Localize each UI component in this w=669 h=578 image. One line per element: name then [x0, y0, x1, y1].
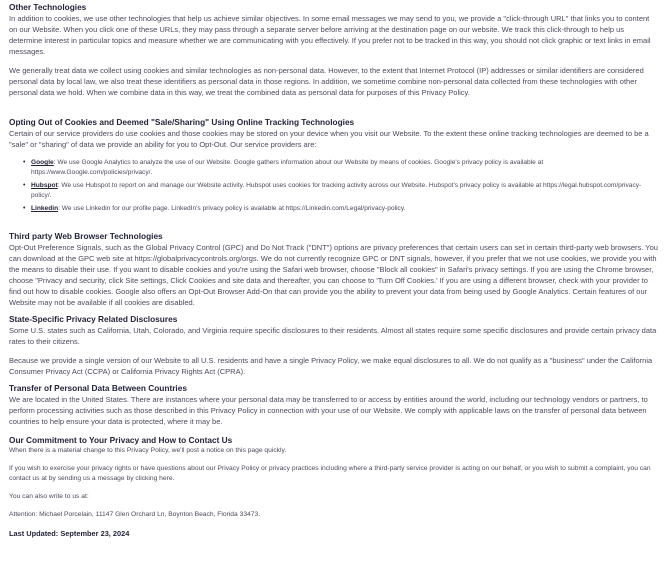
paragraph-opt-out-intro: Certain of our service providers do use cookies and those cookies may be stored on your device when you visit our Website. To the extent these online tracking technologies are deemed to be a "sale" or "sharing" of data we provide an ability for you to Opt-Out. Our service providers are: [9, 129, 649, 149]
paragraph-state-disclosures: Some U.S. states such as California, Utah, Colorado, and Virginia require specific disclosures to their residents. Almost all states require some specific disclosures and provide certain privacy data rates to their citizens. [9, 326, 657, 346]
paragraph-non-personal-data: We generally treat data we collect using cookies and similar technologies as non-personal data. However, to the extent that Internet Protocol (IP) addresses or similar identifiers are considered personal data by local law, we also treat these identifiers as personal data in those regions. In addition, we sometime combine non-personal data collected from these technologies with other personal data we hold. When we combine data in this way, we treat the combined data as personal data for purposes of this Privacy Policy. [9, 66, 644, 97]
heading-opting-out: Opting Out of Cookies and Deemed "Sale/Sharing" Using Online Tracking Technologies [9, 117, 355, 127]
paragraph-address: Attention: Michael Porcelain, 11147 Glen Orchard Ln, Boynton Beach, Florida 33473. [9, 511, 261, 518]
heading-transfer: Transfer of Personal Data Between Countries [9, 383, 187, 393]
paragraph-contact: If you wish to exercise your privacy rights or have questions about our Privacy Policy or privacy practices including where a third-party service provider is acting on our behalf, or you wish to submit a complaint, you can contact us at by sending us a message by clicking here. [9, 465, 651, 482]
paragraph-material-change: When there is a material change to this Privacy Policy, we'll post a notice on this page quickly. [9, 447, 287, 454]
last-updated: Last Updated: September 23, 2024 [9, 529, 130, 538]
list-item-hubspot [31, 181, 659, 201]
service-provider-list [9, 158, 659, 214]
provider-text-linkedin: : We use Linkedin for our profile page. LinkedIn's privacy policy is available at https://Linkedin.com/Legal/privacy-policy. [58, 205, 406, 212]
heading-commitment: Our Commitment to Your Privacy and How to Contact Us [9, 435, 233, 445]
paragraph-click-through: In addition to cookies, we use other technologies that help us achieve similar objectives. In some email messages we may send to you, we provide a "click-through URL" that links you to content on our Website. When you click one of these URLs, they may pass through a separate server before arriving at the destination page on our website. We track this click-through to help us determine interest in particular topics and measure whether we are communicating with you effectively. If you prefer not to be tracked in this way, you should not click graphic or text links in email messages. [9, 14, 651, 56]
paragraph-transfer: We are located in the United States. There are instances where your personal data may be transferred to or access by entities around the world, including our technology vendors or partners, to perform processing activities such as those described in this Privacy Policy in connection with your use of our Website. We comply with applicable laws on the transfer of personal data between countries to help ensure your data is protected, where it may be. [9, 395, 648, 426]
provider-text-hubspot: : We use Hubspot to report on and manage our Website activity. Hubspot uses cookies for tracking activity across our Website. Hubspot's privacy policy is available at https://legal.hubspot.com/privacy-policy/. [31, 182, 642, 199]
paragraph-write-to-us: You can also write to us at: [9, 493, 89, 500]
provider-name-hubspot[interactable]: Hubspot [31, 182, 58, 189]
provider-text-google: : We use Google Analytics to analyze the use of our Website. Google gathers information about our Website by means of cookies. Google's privacy policy is available at https://www.Google.com/policies/privacy/. [31, 159, 544, 176]
list-item-linkedin [31, 204, 659, 214]
list-item-google [31, 158, 659, 178]
paragraph-single-version: Because we provide a single version of our Website to all U.S. residents and have a single Privacy Policy, we make equal disclosures to all. We do not qualify as a "business" under the California Consumer Privacy Act (CCPA) or California Privacy Rights Act (CPRA). [9, 356, 653, 376]
provider-name-linkedin[interactable]: Linkedin [31, 205, 59, 212]
paragraph-opt-out-signals: Opt-Out Preference Signals, such as the Global Privacy Control (GPC) and Do Not Track ("DNT") options are privacy preferences that certain users can set in certain third-party web browsers. You can download at the GPC web site at https://globalprivacycontrols.org/orgs. We do not currently recognize GPC or DNT signals, however, if you prefer that we not use cookies, we provide you with the means to disable their use. If you want to disable cookies and you're using the Safari web browser, choose "Block all cookies" in Safari's privacy settings. If you are using the Chrome browser, choose "Privacy and security, click Site settings, Click Cookies and site data and thereafter, you can choose to 'Turn Off Cookies.' If you are using a different browser, check with your provider to find out how to disable cookies. Google also offers an Opt-Out Browser Add-On that can provide you the ability to prevent your data from being used by Google Analytics. Certain features of our Website may not be available if all cookies are disabled. [9, 243, 658, 307]
heading-third-party-browser: Third party Web Browser Technologies [9, 231, 163, 241]
provider-name-google[interactable]: Google [31, 159, 54, 166]
heading-state-specific: State-Specific Privacy Related Disclosures [9, 314, 178, 324]
heading-other-technologies: Other Technologies [9, 2, 87, 12]
